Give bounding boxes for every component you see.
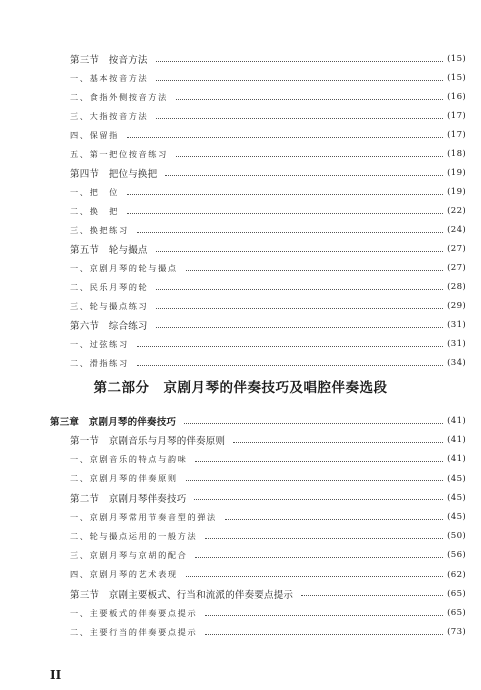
dot-leader	[186, 576, 443, 577]
toc-entry-sub	[70, 355, 466, 371]
toc-entry-page-number: (45)	[447, 473, 466, 484]
dot-leader	[176, 156, 443, 157]
toc-entry-sub	[70, 184, 466, 200]
dot-leader	[194, 499, 443, 500]
toc-entry-title: 三、大指按音方法	[70, 110, 149, 121]
dot-leader	[205, 615, 443, 616]
toc-entry-sub	[70, 260, 466, 276]
toc-entry-title: 第二节 京剧月琴伴奏技巧	[70, 493, 187, 505]
toc-entry-section	[70, 317, 466, 333]
toc-entry-title: 三、轮与撮点练习	[70, 300, 149, 311]
toc-entry-page-number: (65)	[447, 588, 466, 599]
part-title: 第二部分 京剧月琴的伴奏技巧及唱腔伴奏选段	[93, 380, 388, 396]
toc-entry-title: 二、民乐月琴的轮	[70, 281, 149, 292]
dot-leader	[137, 365, 443, 366]
toc-entry-page-number: (28)	[447, 282, 466, 292]
toc-entry-sub	[70, 127, 466, 143]
dot-leader	[137, 232, 443, 233]
toc-entry-page-number: (41)	[447, 454, 466, 465]
toc-entry-title: 一、京剧音乐的特点与韵味	[70, 453, 188, 464]
toc-entry-title: 二、滑指练习	[70, 357, 129, 368]
toc-entry-page-number: (19)	[447, 187, 466, 197]
toc-entry-title: 第三节 按音方法	[70, 55, 148, 66]
toc-entry-title: 第五节 轮与撮点	[70, 245, 148, 256]
toc-entry-title: 二、轮与撮点运用的一般方法	[70, 530, 198, 541]
toc-entry-title: 一、京剧月琴的轮与撮点	[70, 262, 178, 273]
toc-entry-page-number: (73)	[447, 627, 466, 638]
dot-leader	[301, 595, 443, 596]
toc-entry-page-number: (31)	[447, 339, 466, 349]
toc-entry-sub	[70, 624, 466, 640]
toc-entry-chapter	[50, 413, 466, 429]
dot-leader	[233, 442, 443, 443]
toc-entry-title: 四、京剧月琴的艺术表现	[70, 569, 178, 580]
toc-entry-page-number: (45)	[447, 492, 466, 503]
toc-entry-title: 第四节 把位与换把	[70, 169, 158, 180]
toc-entry-page-number: (27)	[447, 244, 466, 254]
toc-entry-sub	[70, 528, 466, 544]
toc-entry-section	[70, 165, 466, 181]
toc-entry-sub	[70, 605, 466, 621]
toc-entry-title: 第三节 京剧主要板式、行当和流派的伴奏要点提示	[70, 589, 294, 601]
toc-entry-page-number: (22)	[447, 206, 466, 216]
dot-leader	[127, 137, 443, 138]
toc-entry-page-number: (50)	[447, 531, 466, 542]
toc-entry-sub	[70, 70, 466, 86]
toc-entry-page-number: (15)	[447, 54, 466, 64]
dot-leader	[127, 213, 443, 214]
dot-leader	[156, 118, 443, 119]
toc-entry-sub	[70, 298, 466, 314]
toc-entry-sub	[70, 108, 466, 124]
dot-leader	[156, 251, 444, 252]
dot-leader	[186, 480, 443, 481]
toc-entry-title: 第一节 京剧音乐与月琴的伴奏原则	[70, 436, 226, 448]
toc-entry-title: 四、保留指	[70, 129, 119, 140]
toc-entry-page-number: (15)	[447, 73, 466, 83]
toc-entry-page-number: (19)	[447, 168, 466, 178]
toc-entry-title: 第三章 京剧月琴的伴奏技巧	[50, 417, 177, 428]
toc-entry-title: 一、把 位	[70, 186, 119, 197]
dot-leader	[156, 289, 443, 290]
toc-entry-sub	[70, 547, 466, 563]
toc-entry-sub	[70, 279, 466, 295]
toc-entry-sub	[70, 471, 466, 487]
toc-entry-sub	[70, 222, 466, 238]
dot-leader	[176, 99, 443, 100]
toc-entry-page-number: (29)	[447, 301, 466, 311]
toc-entry-sub	[70, 336, 466, 352]
dot-leader	[205, 634, 443, 635]
page-folio: II	[50, 668, 62, 682]
dot-leader	[156, 327, 444, 328]
toc-entry-title: 一、过弦练习	[70, 338, 129, 349]
toc-entry-page-number: (18)	[447, 149, 466, 159]
toc-entry-title: 二、食指外侧按音方法	[70, 91, 168, 102]
toc-entry-title: 三、京剧月琴与京胡的配合	[70, 549, 188, 560]
toc-entry-title: 一、京剧月琴常用节奏音型的弹法	[70, 511, 217, 522]
toc-entry-page-number: (16)	[447, 92, 466, 102]
dot-leader	[165, 175, 443, 176]
toc-entry-page-number: (27)	[447, 263, 466, 273]
toc-entry-sub	[70, 509, 466, 525]
dot-leader	[225, 519, 443, 520]
dot-leader	[156, 61, 444, 62]
toc-entry-page-number: (31)	[447, 320, 466, 330]
dot-leader	[184, 423, 443, 424]
toc-entry-page-number: (24)	[447, 225, 466, 235]
toc-entry-page-number: (62)	[447, 569, 466, 580]
dot-leader	[195, 461, 443, 462]
toc-entry-section	[70, 51, 466, 67]
toc-entry-sub	[70, 451, 466, 467]
toc-entry-sub	[70, 203, 466, 219]
toc-entry-title: 一、主要板式的伴奏要点提示	[70, 607, 198, 618]
dot-leader	[195, 557, 443, 558]
dot-leader	[156, 308, 443, 309]
toc-entry-section	[70, 241, 466, 257]
toc-entry-page-number: (56)	[447, 550, 466, 561]
toc-entry-page-number: (17)	[447, 130, 466, 140]
dot-leader	[137, 346, 443, 347]
toc-entry-title: 一、基本按音方法	[70, 72, 149, 83]
toc-entry-page-number: (34)	[447, 358, 466, 368]
toc-entry-title: 第六节 综合练习	[70, 321, 148, 332]
toc-entry-sub	[70, 146, 466, 162]
dot-leader	[156, 80, 443, 81]
toc-entry-section	[70, 432, 466, 448]
dot-leader	[186, 270, 443, 271]
toc-entry-title: 二、京剧月琴的伴奏原则	[70, 473, 178, 484]
toc-entry-sub	[70, 567, 466, 583]
toc-entry-section	[70, 586, 466, 602]
dot-leader	[205, 538, 443, 539]
toc-entry-title: 三、换把练习	[70, 224, 129, 235]
toc-entry-title: 二、换 把	[70, 205, 119, 216]
toc-entry-title: 二、主要行当的伴奏要点提示	[70, 626, 198, 637]
toc-entry-page-number: (65)	[447, 608, 466, 618]
toc-entry-page-number: (45)	[447, 512, 466, 522]
dot-leader	[127, 194, 443, 195]
toc-entry-page-number: (41)	[447, 435, 466, 446]
toc-entry-page-number: (41)	[447, 416, 466, 426]
toc-entry-section	[70, 490, 466, 506]
toc-entry-sub	[70, 89, 466, 105]
toc-entry-page-number: (17)	[447, 111, 466, 121]
toc-entry-title: 五、第一把位按音练习	[70, 148, 168, 159]
